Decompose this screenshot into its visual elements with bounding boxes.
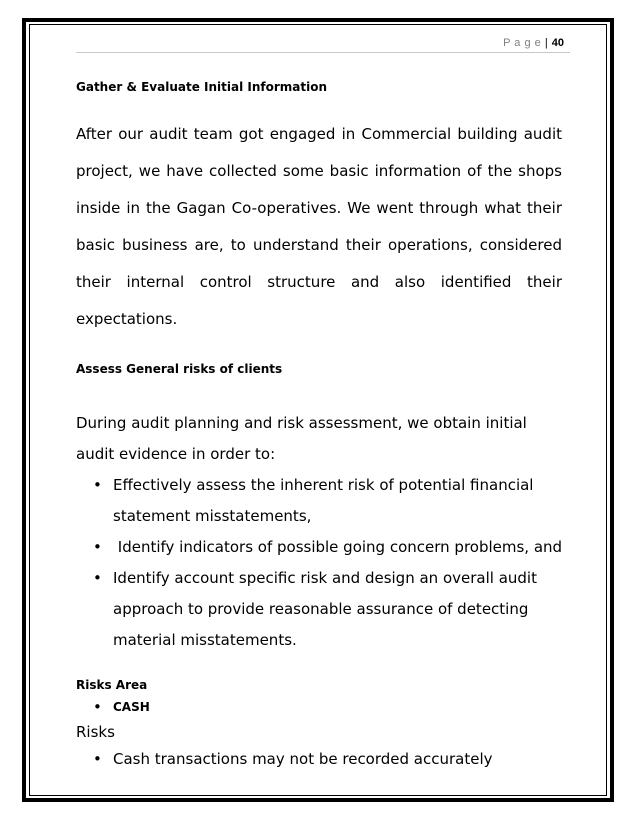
assess-intro: During audit planning and risk assessment, we obtain initial audit evidence in order to: — [76, 414, 527, 463]
document-body — [76, 78, 562, 775]
risks-area-heading: Risks Area — [76, 678, 148, 692]
list-item-text: Identify account specific risk and design an overall audit approach to provide reasonable assurance of detecting material misstatements. — [113, 569, 537, 649]
header-rule — [76, 52, 570, 53]
page-number-header — [503, 37, 564, 49]
bullet-icon: • — [93, 476, 102, 494]
bullet-icon: • — [93, 538, 102, 556]
assess-bullet-list — [76, 470, 562, 656]
page-word: P a g e — [503, 37, 542, 49]
list-item — [76, 470, 562, 532]
page-number: 40 — [551, 37, 564, 49]
risks-bullet-list — [76, 744, 562, 775]
list-item — [76, 563, 562, 656]
assess-heading: Assess General risks of clients — [76, 362, 283, 376]
risks-area-list — [76, 694, 562, 720]
list-item-text: Identify indicators of possible going concern problems, and — [113, 538, 563, 556]
list-item — [76, 532, 562, 563]
list-item-text: Cash transactions may not be recorded accurately — [113, 750, 493, 768]
list-item — [76, 744, 562, 775]
gather-paragraph: After our audit team got engaged in Commercial building audit project, we have collected some basic information of the shops inside in the Gagan Co-operatives. We went through what their basic business are, to understand their operations, considered their internal control structure and also identified their expectations. — [76, 125, 562, 328]
bullet-icon: • — [93, 750, 102, 768]
list-item — [76, 694, 562, 720]
risks-label: Risks — [76, 723, 115, 741]
list-item-text: CASH — [113, 700, 150, 714]
bullet-icon: • — [93, 698, 102, 716]
page-separator: | — [544, 37, 549, 49]
list-item-text: Effectively assess the inherent risk of potential financial statement misstatements, — [113, 476, 534, 525]
bullet-icon: • — [93, 569, 102, 587]
gather-heading: Gather & Evaluate Initial Information — [76, 80, 328, 94]
